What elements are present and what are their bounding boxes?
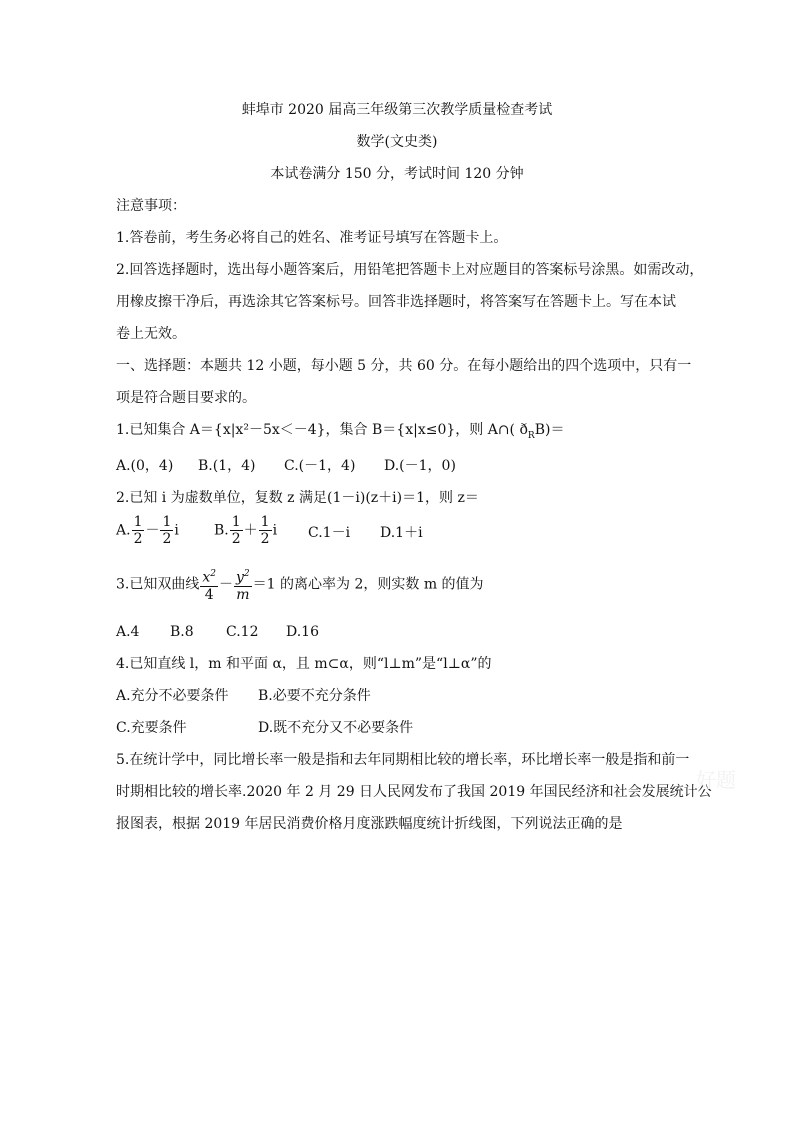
imaginary-unit: i	[174, 522, 179, 539]
question-4-option-c: C.充要条件	[116, 720, 187, 736]
question-2-option-b	[214, 514, 277, 547]
fraction	[259, 514, 272, 547]
fraction-denominator: 2	[162, 531, 172, 547]
question-2-option-b-label: B.	[214, 522, 229, 539]
section-1-line-2: 项是符合题目要求的。	[116, 390, 256, 406]
question-3-option-a: A.4	[116, 624, 140, 640]
notes-heading: 注意事项：	[116, 198, 186, 214]
question-3-option-c: C.12	[226, 624, 259, 640]
question-3-stem-end: ＝1 的离心率为 2，则实数 m 的值为	[252, 576, 484, 593]
operator: －	[219, 576, 233, 593]
notes-item-1: 1.答卷前，考生务必将自己的姓名、准考证号填写在答题卡上。	[116, 230, 508, 246]
question-2-stem: 2.已知 i 为虚数单位，复数 z 满足(1－i)(z＋i)＝1，则 z＝	[116, 490, 479, 506]
question-1-stem-text: 1.已知集合 A＝{x|x²－5x＜－4}，集合 B＝{x|x≤0}，则 A∩( ð	[116, 422, 528, 438]
question-2-option-a-label: A.	[116, 522, 131, 539]
fraction-numerator	[234, 566, 252, 587]
operator: ＋	[243, 522, 258, 539]
notes-item-2-line-2: 用橡皮擦干净后，再选涂其它答案标号。回答非选择题时，将答案写在答题卡上。写在本试	[116, 294, 676, 310]
question-2-option-a	[116, 514, 179, 547]
fraction-denominator: 2	[133, 531, 143, 547]
notes-item-2-line-1: 2.回答选择题时，选出每小题答案后，用铅笔把答题卡上对应题目的答案标号涂黑。如需改动，	[116, 262, 704, 278]
fraction-y-squared-over-m	[234, 566, 252, 603]
question-1-option-a: A.(0，4)	[116, 458, 174, 474]
exam-info: 本试卷满分 150 分，考试时间 120 分钟	[270, 166, 524, 182]
question-1-option-b: B.(1，4)	[198, 458, 256, 474]
fraction-numerator: 1	[133, 514, 143, 530]
fraction-numerator: 1	[260, 514, 270, 530]
fraction-denominator: 4	[204, 586, 214, 603]
question-3-stem-start: 3.已知双曲线	[116, 576, 200, 593]
watermark: 好题	[696, 768, 736, 792]
fraction-denominator: m	[236, 586, 250, 603]
question-1-stem	[116, 420, 564, 446]
question-1-stem-end: B)＝	[534, 422, 565, 438]
fraction-denominator: 2	[260, 531, 270, 547]
exam-subject: 数学(文史类)	[356, 134, 438, 150]
question-2-option-c: C.1－i	[308, 525, 351, 541]
question-3-option-b: B.8	[170, 624, 194, 640]
exponent: 2	[243, 569, 250, 579]
fraction	[132, 514, 145, 547]
exam-title: 蚌埠市 2020 届高三年级第三次教学质量检查考试	[241, 102, 553, 118]
imaginary-unit: i	[272, 522, 278, 539]
question-3-stem	[116, 566, 484, 603]
operator: －	[145, 522, 160, 539]
question-5-line-1: 5.在统计学中，同比增长率一般是指和去年同期相比较的增长率，环比增长率一般是指和前一	[116, 752, 690, 768]
question-3-option-d: D.16	[286, 624, 319, 640]
fraction-numerator: 1	[231, 514, 241, 530]
fraction-denominator: 2	[231, 531, 241, 547]
question-5-line-2: 时期相比较的增长率.2020 年 2 月 29 日人民网发布了我国 2019 年国民经济和社会发展统计公	[116, 784, 712, 800]
exponent: 2	[210, 569, 216, 579]
variable-x: x	[202, 569, 211, 586]
fraction	[160, 514, 173, 547]
fraction-x-squared-over-4	[200, 566, 218, 603]
question-4-option-a: A.充分不必要条件	[116, 688, 229, 704]
question-1-option-c: C.(－1，4)	[284, 458, 356, 474]
question-1-subscript: R	[527, 430, 535, 441]
question-5-line-3: 报图表，根据 2019 年居民消费价格月度涨跌幅度统计折线图，下列说法正确的是	[116, 816, 623, 832]
question-1-option-d: D.(－1，0)	[384, 458, 456, 474]
question-4-stem: 4.已知直线 l，m 和平面 α，且 m⊂α，则“l⊥m”是“l⊥α”的	[116, 656, 492, 672]
question-4-option-b: B.必要不充分条件	[258, 688, 371, 704]
notes-item-2-line-3: 卷上无效。	[116, 326, 186, 342]
section-1-line-1: 一、选择题：本题共 12 小题，每小题 5 分，共 60 分。在每小题给出的四个选项中，只有一	[116, 358, 692, 374]
fraction-numerator: 1	[162, 514, 172, 530]
fraction	[230, 514, 243, 547]
question-4-option-d: D.既不充分又不必要条件	[258, 720, 414, 736]
fraction-numerator	[200, 566, 218, 587]
question-2-option-d: D.1＋i	[380, 525, 423, 541]
variable-y: y	[236, 569, 244, 586]
